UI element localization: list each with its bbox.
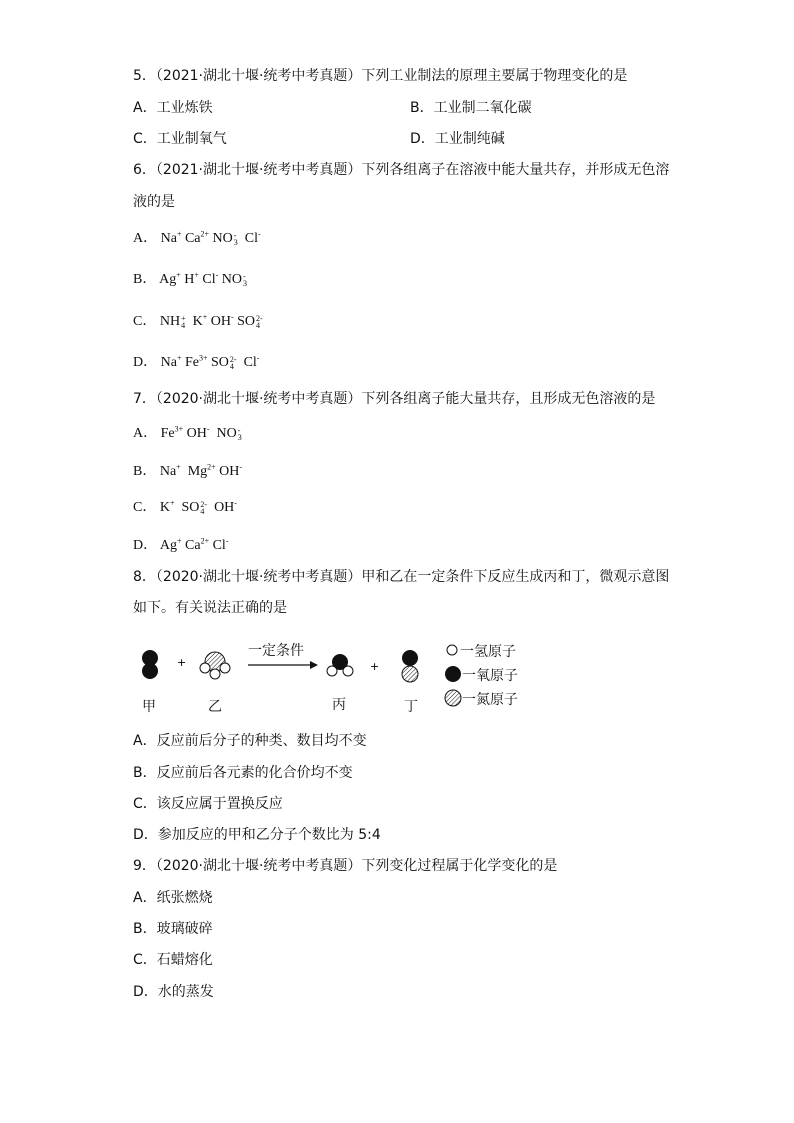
option-label: C． bbox=[133, 314, 157, 329]
q9-option-b[interactable]: B．玻璃破碎 bbox=[133, 921, 213, 937]
hydrogen-atom-icon bbox=[447, 645, 457, 655]
ion-oh: OH- bbox=[186, 424, 210, 441]
option-label: D． bbox=[133, 538, 158, 553]
condition-label: 一定条件 bbox=[248, 643, 304, 659]
q8-option-a[interactable]: A．反应前后分子的种类、数目均不变 bbox=[133, 733, 367, 749]
molecule-jia bbox=[142, 650, 158, 679]
q8-option-d[interactable]: D．参加反应的甲和乙分子个数比为 5:4 bbox=[133, 827, 381, 843]
ion-na: Na+ bbox=[159, 462, 181, 479]
molecule-yi bbox=[200, 652, 230, 679]
ion-cl: Cl- bbox=[202, 270, 219, 287]
option-label: B． bbox=[133, 464, 157, 479]
q5-stem: 5．（2021·湖北十堰·统考中考真题）下列工业制法的原理主要属于物理变化的是 bbox=[133, 68, 628, 84]
ion-ca: $Ca^{2+}$ bbox=[185, 536, 210, 553]
q9-stem: 9．（2020·湖北十堰·统考中考真题）下列变化过程属于化学变化的是 bbox=[133, 858, 558, 874]
ion-so4: SO 2- 4 bbox=[210, 354, 237, 371]
q9-option-c[interactable]: C．石蜡熔化 bbox=[133, 952, 213, 968]
q8-option-b[interactable]: B．反应前后各元素的化合价均不变 bbox=[133, 765, 353, 781]
ion-h: H+ bbox=[184, 270, 199, 287]
ion-no3: NO - 3 bbox=[221, 271, 247, 288]
legend-nitrogen: 一氮原子 bbox=[462, 692, 518, 708]
q8-stem-line2: 如下。有关说法正确的是 bbox=[133, 600, 287, 616]
molecule-bing bbox=[327, 654, 353, 676]
plus-sign: + bbox=[370, 660, 380, 673]
ion-na: Na+ bbox=[160, 353, 182, 370]
ion-fe: $Fe^{3+}$ bbox=[160, 424, 184, 441]
ion-ag: Ag+ bbox=[159, 536, 182, 553]
ion-oh: OH- bbox=[219, 462, 243, 479]
option-label: C． bbox=[133, 500, 157, 515]
q6-option-b[interactable] bbox=[133, 271, 247, 289]
ion-ca: $Ca^{2+}$ bbox=[184, 229, 210, 246]
option-label: D． bbox=[133, 355, 158, 370]
ion-so4: SO 2- 4 bbox=[181, 499, 208, 516]
ion-oh: OH- bbox=[210, 312, 234, 329]
legend-hydrogen: 一氢原子 bbox=[460, 644, 516, 660]
plus-sign: + bbox=[177, 656, 187, 669]
ion-so4: SO 2- 4 bbox=[237, 313, 263, 330]
nitrogen-atom-icon bbox=[445, 690, 461, 706]
ion-na: Na+ bbox=[160, 229, 182, 246]
ion-ag: Ag+ bbox=[159, 270, 181, 287]
ion-cl: Cl- bbox=[243, 353, 260, 370]
label-ding: 丁 bbox=[404, 699, 418, 715]
q6-option-a[interactable] bbox=[133, 230, 261, 248]
molecule-ding bbox=[402, 650, 418, 682]
q6-option-c[interactable] bbox=[133, 313, 263, 331]
q7-stem: 7．（2020·湖北十堰·统考中考真题）下列各组离子能大量共存，且形成无色溶液的是 bbox=[133, 391, 656, 407]
q5-option-a[interactable]: A．工业炼铁 bbox=[133, 100, 213, 116]
q7-option-a[interactable] bbox=[133, 425, 242, 443]
label-jia: 甲 bbox=[142, 699, 156, 715]
ion-cl: Cl- bbox=[212, 536, 229, 553]
q7-option-b[interactable] bbox=[133, 463, 242, 481]
ion-fe: $Fe^{3+}$ bbox=[184, 353, 208, 370]
q5-option-c[interactable]: C．工业制氧气 bbox=[133, 131, 227, 147]
ion-no3: NO - 3 bbox=[216, 425, 242, 442]
legend bbox=[445, 645, 461, 706]
ion-oh: OH- bbox=[214, 498, 237, 515]
option-label: A． bbox=[133, 426, 158, 441]
q6-stem-line1: 6．（2021·湖北十堰·统考中考真题）下列各组离子在溶液中能大量共存，并形成无色溶 bbox=[133, 162, 670, 178]
q5-option-b[interactable]: B．工业制二氧化碳 bbox=[410, 100, 532, 116]
q6-stem-line2: 液的是 bbox=[133, 194, 175, 210]
label-bing: 丙 bbox=[332, 697, 346, 713]
oxygen-atom-icon bbox=[445, 666, 461, 682]
ion-mg: $Mg^{2+}$ bbox=[187, 462, 216, 479]
ion-k: K+ bbox=[159, 498, 175, 515]
q8-option-c[interactable]: C．该反应属于置换反应 bbox=[133, 796, 283, 812]
option-label: B． bbox=[133, 272, 157, 287]
ion-k: K+ bbox=[192, 312, 208, 329]
ion-cl: Cl- bbox=[244, 229, 261, 246]
ion-no3: NO - 3 bbox=[212, 230, 238, 247]
option-label: A． bbox=[133, 231, 158, 246]
q7-option-d[interactable] bbox=[133, 537, 228, 555]
q6-option-d[interactable] bbox=[133, 354, 259, 372]
q9-option-d[interactable]: D．水的蒸发 bbox=[133, 984, 214, 1000]
reaction-arrow bbox=[248, 661, 318, 669]
q7-option-c[interactable] bbox=[133, 499, 237, 517]
q5-option-d[interactable]: D．工业制纯碱 bbox=[410, 131, 505, 147]
q8-stem-line1: 8．（2020·湖北十堰·统考中考真题）甲和乙在一定条件下反应生成丙和丁，微观示意图 bbox=[133, 569, 670, 585]
ion-nh4: NH + 4 bbox=[159, 313, 186, 330]
label-yi: 乙 bbox=[208, 699, 222, 715]
q9-option-a[interactable]: A．纸张燃烧 bbox=[133, 890, 213, 906]
reaction-diagram bbox=[130, 640, 550, 720]
legend-oxygen: 一氧原子 bbox=[462, 668, 518, 684]
